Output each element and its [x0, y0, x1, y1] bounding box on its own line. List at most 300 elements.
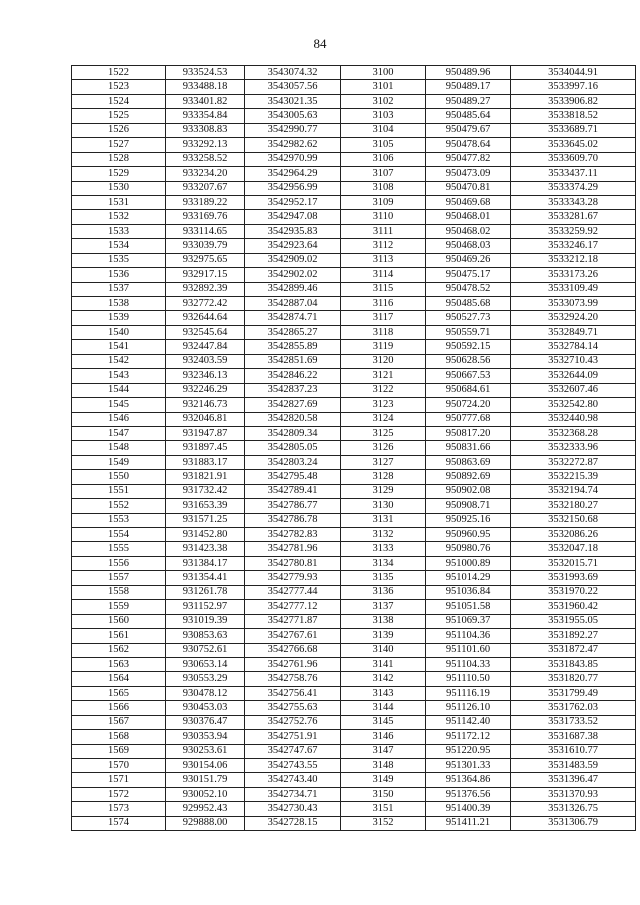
table-cell: 3542970.99 [245, 152, 341, 166]
table-cell: 931947.87 [166, 426, 245, 440]
table-cell: 950527.73 [426, 311, 511, 325]
table-cell: 951000.89 [426, 556, 511, 570]
table-cell: 950485.68 [426, 297, 511, 311]
table-cell: 1532 [72, 210, 166, 224]
table-cell: 3542752.76 [245, 715, 341, 729]
table-cell: 3532542.80 [511, 398, 636, 412]
table-cell: 951104.36 [426, 629, 511, 643]
table-cell: 931423.38 [166, 542, 245, 556]
table-cell: 3533073.99 [511, 297, 636, 311]
table-cell: 951014.29 [426, 571, 511, 585]
table-cell: 1573 [72, 802, 166, 816]
table-row [72, 773, 636, 787]
table-cell: 950469.26 [426, 253, 511, 267]
table-cell: 950684.61 [426, 383, 511, 397]
table-cell: 932046.81 [166, 412, 245, 426]
table-cell: 950468.03 [426, 239, 511, 253]
table-row [72, 614, 636, 628]
table-cell: 3531326.75 [511, 802, 636, 816]
table-cell: 3542982.62 [245, 138, 341, 152]
table-row [72, 138, 636, 152]
table-row [72, 556, 636, 570]
table-cell: 950831.66 [426, 441, 511, 455]
table-cell: 1552 [72, 499, 166, 513]
table-row [72, 499, 636, 513]
table-cell: 1553 [72, 513, 166, 527]
table-cell: 950777.68 [426, 412, 511, 426]
table-cell: 3126 [341, 441, 426, 455]
table-cell: 3120 [341, 354, 426, 368]
table-row [72, 224, 636, 238]
table-row [72, 66, 636, 80]
coordinates-table-body [72, 66, 636, 831]
table-cell: 950478.64 [426, 138, 511, 152]
table-cell: 950863.69 [426, 455, 511, 469]
table-cell: 3542827.69 [245, 398, 341, 412]
table-cell: 3542777.12 [245, 600, 341, 614]
table-cell: 3542990.77 [245, 123, 341, 137]
table-cell: 3114 [341, 268, 426, 282]
table-cell: 1522 [72, 66, 166, 80]
table-row [72, 787, 636, 801]
table-cell: 3531820.77 [511, 672, 636, 686]
table-cell: 3130 [341, 499, 426, 513]
table-cell: 3542837.23 [245, 383, 341, 397]
table-cell: 3112 [341, 239, 426, 253]
table-cell: 3542777.44 [245, 585, 341, 599]
table-cell: 1550 [72, 470, 166, 484]
table-cell: 3101 [341, 80, 426, 94]
table-cell: 930553.29 [166, 672, 245, 686]
table-cell: 950592.15 [426, 340, 511, 354]
table-row [72, 80, 636, 94]
table-cell: 930154.06 [166, 759, 245, 773]
table-cell: 930453.03 [166, 701, 245, 715]
table-cell: 1563 [72, 657, 166, 671]
table-row [72, 484, 636, 498]
table-cell: 1533 [72, 224, 166, 238]
table-cell: 3533645.02 [511, 138, 636, 152]
table-cell: 950477.82 [426, 152, 511, 166]
table-cell: 1529 [72, 167, 166, 181]
table-cell: 3104 [341, 123, 426, 137]
table-cell: 931653.39 [166, 499, 245, 513]
table-cell: 1537 [72, 282, 166, 296]
table-cell: 951069.37 [426, 614, 511, 628]
table-cell: 3533997.16 [511, 80, 636, 94]
table-cell: 931883.17 [166, 455, 245, 469]
table-cell: 3542756.41 [245, 686, 341, 700]
table-cell: 3543074.32 [245, 66, 341, 80]
table-cell: 932892.39 [166, 282, 245, 296]
table-cell: 950469.68 [426, 195, 511, 209]
table-cell: 3542899.46 [245, 282, 341, 296]
table-cell: 3531993.69 [511, 571, 636, 585]
table-cell: 3531396.47 [511, 773, 636, 787]
table-cell: 3542855.89 [245, 340, 341, 354]
table-row [72, 297, 636, 311]
table-cell: 3151 [341, 802, 426, 816]
table-cell: 950628.56 [426, 354, 511, 368]
table-cell: 3542734.71 [245, 787, 341, 801]
table-cell: 3542947.08 [245, 210, 341, 224]
table-cell: 3531799.49 [511, 686, 636, 700]
table-cell: 950489.27 [426, 94, 511, 108]
table-cell: 1574 [72, 816, 166, 830]
table-cell: 950485.64 [426, 109, 511, 123]
table-cell: 1544 [72, 383, 166, 397]
table-cell: 951101.60 [426, 643, 511, 657]
table-cell: 1555 [72, 542, 166, 556]
table-cell: 3532194.74 [511, 484, 636, 498]
table-row [72, 123, 636, 137]
table-cell: 3136 [341, 585, 426, 599]
table-cell: 3542758.76 [245, 672, 341, 686]
table-row [72, 686, 636, 700]
table-cell: 3533281.67 [511, 210, 636, 224]
table-cell: 3542728.15 [245, 816, 341, 830]
table-cell: 3542780.81 [245, 556, 341, 570]
table-cell: 929888.00 [166, 816, 245, 830]
table-cell: 3542743.55 [245, 759, 341, 773]
table-cell: 933354.84 [166, 109, 245, 123]
table-row [72, 657, 636, 671]
table-cell: 1527 [72, 138, 166, 152]
table-cell: 951036.84 [426, 585, 511, 599]
table-cell: 3152 [341, 816, 426, 830]
table-cell: 1540 [72, 325, 166, 339]
table-cell: 1535 [72, 253, 166, 267]
table-row [72, 513, 636, 527]
table-cell: 1543 [72, 369, 166, 383]
table-cell: 950473.09 [426, 167, 511, 181]
table-cell: 3133 [341, 542, 426, 556]
table-cell: 1562 [72, 643, 166, 657]
table-cell: 930052.10 [166, 787, 245, 801]
table-cell: 3113 [341, 253, 426, 267]
table-cell: 1548 [72, 441, 166, 455]
table-row [72, 383, 636, 397]
table-cell: 3532047.18 [511, 542, 636, 556]
table-cell: 3532150.68 [511, 513, 636, 527]
table-row [72, 730, 636, 744]
table-cell: 932246.29 [166, 383, 245, 397]
table-cell: 3542782.83 [245, 528, 341, 542]
table-row [72, 167, 636, 181]
table-cell: 933258.52 [166, 152, 245, 166]
table-cell: 1538 [72, 297, 166, 311]
table-cell: 3146 [341, 730, 426, 744]
table-row [72, 585, 636, 599]
table-row [72, 325, 636, 339]
table-cell: 3127 [341, 455, 426, 469]
table-cell: 3533906.82 [511, 94, 636, 108]
table-cell: 951051.58 [426, 600, 511, 614]
table-cell: 3542902.02 [245, 268, 341, 282]
table-row [72, 239, 636, 253]
table-cell: 3542923.64 [245, 239, 341, 253]
table-cell: 3542755.63 [245, 701, 341, 715]
table-cell: 3533818.52 [511, 109, 636, 123]
table-cell: 3125 [341, 426, 426, 440]
table-cell: 1566 [72, 701, 166, 715]
table-cell: 3532710.43 [511, 354, 636, 368]
table-cell: 3533609.70 [511, 152, 636, 166]
table-cell: 1569 [72, 744, 166, 758]
table-row [72, 672, 636, 686]
table-cell: 3533109.49 [511, 282, 636, 296]
table-cell: 3533173.26 [511, 268, 636, 282]
table-cell: 951142.40 [426, 715, 511, 729]
table-cell: 3150 [341, 787, 426, 801]
table-cell: 3144 [341, 701, 426, 715]
table-cell: 3135 [341, 571, 426, 585]
table-cell: 3542786.77 [245, 499, 341, 513]
table-cell: 3542743.40 [245, 773, 341, 787]
table-cell: 3122 [341, 383, 426, 397]
table-cell: 930151.79 [166, 773, 245, 787]
table-cell: 1542 [72, 354, 166, 368]
table-cell: 933524.53 [166, 66, 245, 80]
table-cell: 1528 [72, 152, 166, 166]
table-cell: 950902.08 [426, 484, 511, 498]
table-cell: 932917.15 [166, 268, 245, 282]
table-cell: 951411.21 [426, 816, 511, 830]
table-cell: 3542789.41 [245, 484, 341, 498]
table-cell: 951116.19 [426, 686, 511, 700]
table-cell: 3542795.48 [245, 470, 341, 484]
table-cell: 3531306.79 [511, 816, 636, 830]
table-row [72, 195, 636, 209]
table-cell: 3533212.18 [511, 253, 636, 267]
table-cell: 932975.65 [166, 253, 245, 267]
table-cell: 930752.61 [166, 643, 245, 657]
table-cell: 1567 [72, 715, 166, 729]
table-row [72, 816, 636, 830]
table-cell: 932146.73 [166, 398, 245, 412]
table-cell: 3542761.96 [245, 657, 341, 671]
table-cell: 1572 [72, 787, 166, 801]
table-cell: 3542803.24 [245, 455, 341, 469]
table-cell: 932772.42 [166, 297, 245, 311]
table-cell: 931821.91 [166, 470, 245, 484]
table-cell: 3532180.27 [511, 499, 636, 513]
table-cell: 932545.64 [166, 325, 245, 339]
table-cell: 1549 [72, 455, 166, 469]
table-cell: 933488.18 [166, 80, 245, 94]
table-row [72, 253, 636, 267]
table-cell: 3542935.83 [245, 224, 341, 238]
table-cell: 3531892.27 [511, 629, 636, 643]
table-cell: 3128 [341, 470, 426, 484]
table-cell: 1534 [72, 239, 166, 253]
table-cell: 1568 [72, 730, 166, 744]
table-cell: 3533374.29 [511, 181, 636, 195]
table-cell: 931152.97 [166, 600, 245, 614]
table-cell: 3542851.69 [245, 354, 341, 368]
table-cell: 3138 [341, 614, 426, 628]
table-cell: 931019.39 [166, 614, 245, 628]
table-cell: 950489.96 [426, 66, 511, 80]
table-cell: 3106 [341, 152, 426, 166]
table-cell: 3542874.71 [245, 311, 341, 325]
table-cell: 1554 [72, 528, 166, 542]
table-cell: 3542771.87 [245, 614, 341, 628]
table-row [72, 311, 636, 325]
table-row [72, 759, 636, 773]
table-row [72, 412, 636, 426]
table-cell: 3102 [341, 94, 426, 108]
table-cell: 1557 [72, 571, 166, 585]
table-cell: 3131 [341, 513, 426, 527]
table-cell: 1556 [72, 556, 166, 570]
table-cell: 3542865.27 [245, 325, 341, 339]
table-row [72, 152, 636, 166]
table-cell: 951110.50 [426, 672, 511, 686]
table-cell: 3532644.09 [511, 369, 636, 383]
table-cell: 3103 [341, 109, 426, 123]
table-cell: 3542820.58 [245, 412, 341, 426]
table-cell: 950908.71 [426, 499, 511, 513]
table-cell: 951172.12 [426, 730, 511, 744]
table-cell: 3542909.02 [245, 253, 341, 267]
table-cell: 3542952.17 [245, 195, 341, 209]
coordinates-table [71, 65, 636, 831]
table-cell: 3532440.98 [511, 412, 636, 426]
table-cell: 3542964.29 [245, 167, 341, 181]
table-cell: 950479.67 [426, 123, 511, 137]
table-cell: 1541 [72, 340, 166, 354]
table-row [72, 109, 636, 123]
table-cell: 3531843.85 [511, 657, 636, 671]
table-cell: 3531370.93 [511, 787, 636, 801]
table-cell: 3531687.38 [511, 730, 636, 744]
table-cell: 3532272.87 [511, 455, 636, 469]
table-cell: 930853.63 [166, 629, 245, 643]
table-cell: 3531970.22 [511, 585, 636, 599]
table-cell: 933189.22 [166, 195, 245, 209]
table-cell: 3542786.78 [245, 513, 341, 527]
table-cell: 931571.25 [166, 513, 245, 527]
table-cell: 933308.83 [166, 123, 245, 137]
table-cell: 932403.59 [166, 354, 245, 368]
table-row [72, 744, 636, 758]
table-cell: 3108 [341, 181, 426, 195]
table-cell: 1524 [72, 94, 166, 108]
table-cell: 3110 [341, 210, 426, 224]
table-row [72, 528, 636, 542]
table-row [72, 629, 636, 643]
table-cell: 1531 [72, 195, 166, 209]
table-cell: 1539 [72, 311, 166, 325]
table-cell: 950892.69 [426, 470, 511, 484]
table-row [72, 354, 636, 368]
table-cell: 3139 [341, 629, 426, 643]
table-cell: 930653.14 [166, 657, 245, 671]
table-cell: 950475.17 [426, 268, 511, 282]
table-cell: 950470.81 [426, 181, 511, 195]
table-cell: 3531955.05 [511, 614, 636, 628]
table-cell: 1525 [72, 109, 166, 123]
table-cell: 3118 [341, 325, 426, 339]
table-row [72, 181, 636, 195]
table-cell: 951400.39 [426, 802, 511, 816]
table-cell: 951126.10 [426, 701, 511, 715]
table-row [72, 426, 636, 440]
table-cell: 951376.56 [426, 787, 511, 801]
table-row [72, 542, 636, 556]
table-cell: 3531872.47 [511, 643, 636, 657]
table-cell: 950559.71 [426, 325, 511, 339]
table-cell: 931897.45 [166, 441, 245, 455]
table-cell: 933114.65 [166, 224, 245, 238]
table-cell: 933292.13 [166, 138, 245, 152]
page-number: 84 [313, 36, 327, 51]
table-cell: 3533246.17 [511, 239, 636, 253]
table-cell: 3542767.61 [245, 629, 341, 643]
table-cell: 930253.61 [166, 744, 245, 758]
table-cell: 3532086.26 [511, 528, 636, 542]
table-cell: 951301.33 [426, 759, 511, 773]
table-cell: 950667.53 [426, 369, 511, 383]
table-row [72, 210, 636, 224]
table-cell: 3121 [341, 369, 426, 383]
table-cell: 933207.67 [166, 181, 245, 195]
table-cell: 3542846.22 [245, 369, 341, 383]
table-cell: 1565 [72, 686, 166, 700]
table-cell: 3542887.04 [245, 297, 341, 311]
table-cell: 931261.78 [166, 585, 245, 599]
table-cell: 1546 [72, 412, 166, 426]
table-row [72, 398, 636, 412]
table-cell: 3145 [341, 715, 426, 729]
table-cell: 3531483.59 [511, 759, 636, 773]
table-cell: 1551 [72, 484, 166, 498]
table-cell: 950489.17 [426, 80, 511, 94]
table-cell: 950960.95 [426, 528, 511, 542]
table-cell: 3117 [341, 311, 426, 325]
table-cell: 3107 [341, 167, 426, 181]
table-cell: 3147 [341, 744, 426, 758]
table-cell: 931384.17 [166, 556, 245, 570]
table-row [72, 455, 636, 469]
table-cell: 3542747.67 [245, 744, 341, 758]
table-cell: 951104.33 [426, 657, 511, 671]
table-cell: 932644.64 [166, 311, 245, 325]
table-cell: 3542766.68 [245, 643, 341, 657]
table-cell: 931354.41 [166, 571, 245, 585]
table-row [72, 268, 636, 282]
table-cell: 3105 [341, 138, 426, 152]
table-cell: 932447.84 [166, 340, 245, 354]
table-cell: 1526 [72, 123, 166, 137]
table-cell: 1561 [72, 629, 166, 643]
table-cell: 1547 [72, 426, 166, 440]
table-cell: 950817.20 [426, 426, 511, 440]
table-cell: 950980.76 [426, 542, 511, 556]
table-cell: 950468.02 [426, 224, 511, 238]
table-cell: 3532849.71 [511, 325, 636, 339]
table-cell: 3543021.35 [245, 94, 341, 108]
table-cell: 1560 [72, 614, 166, 628]
table-row [72, 94, 636, 108]
table-cell: 1564 [72, 672, 166, 686]
table-cell: 3532015.71 [511, 556, 636, 570]
table-cell: 1523 [72, 80, 166, 94]
table-cell: 1536 [72, 268, 166, 282]
table-cell: 931732.42 [166, 484, 245, 498]
table-cell: 3132 [341, 528, 426, 542]
